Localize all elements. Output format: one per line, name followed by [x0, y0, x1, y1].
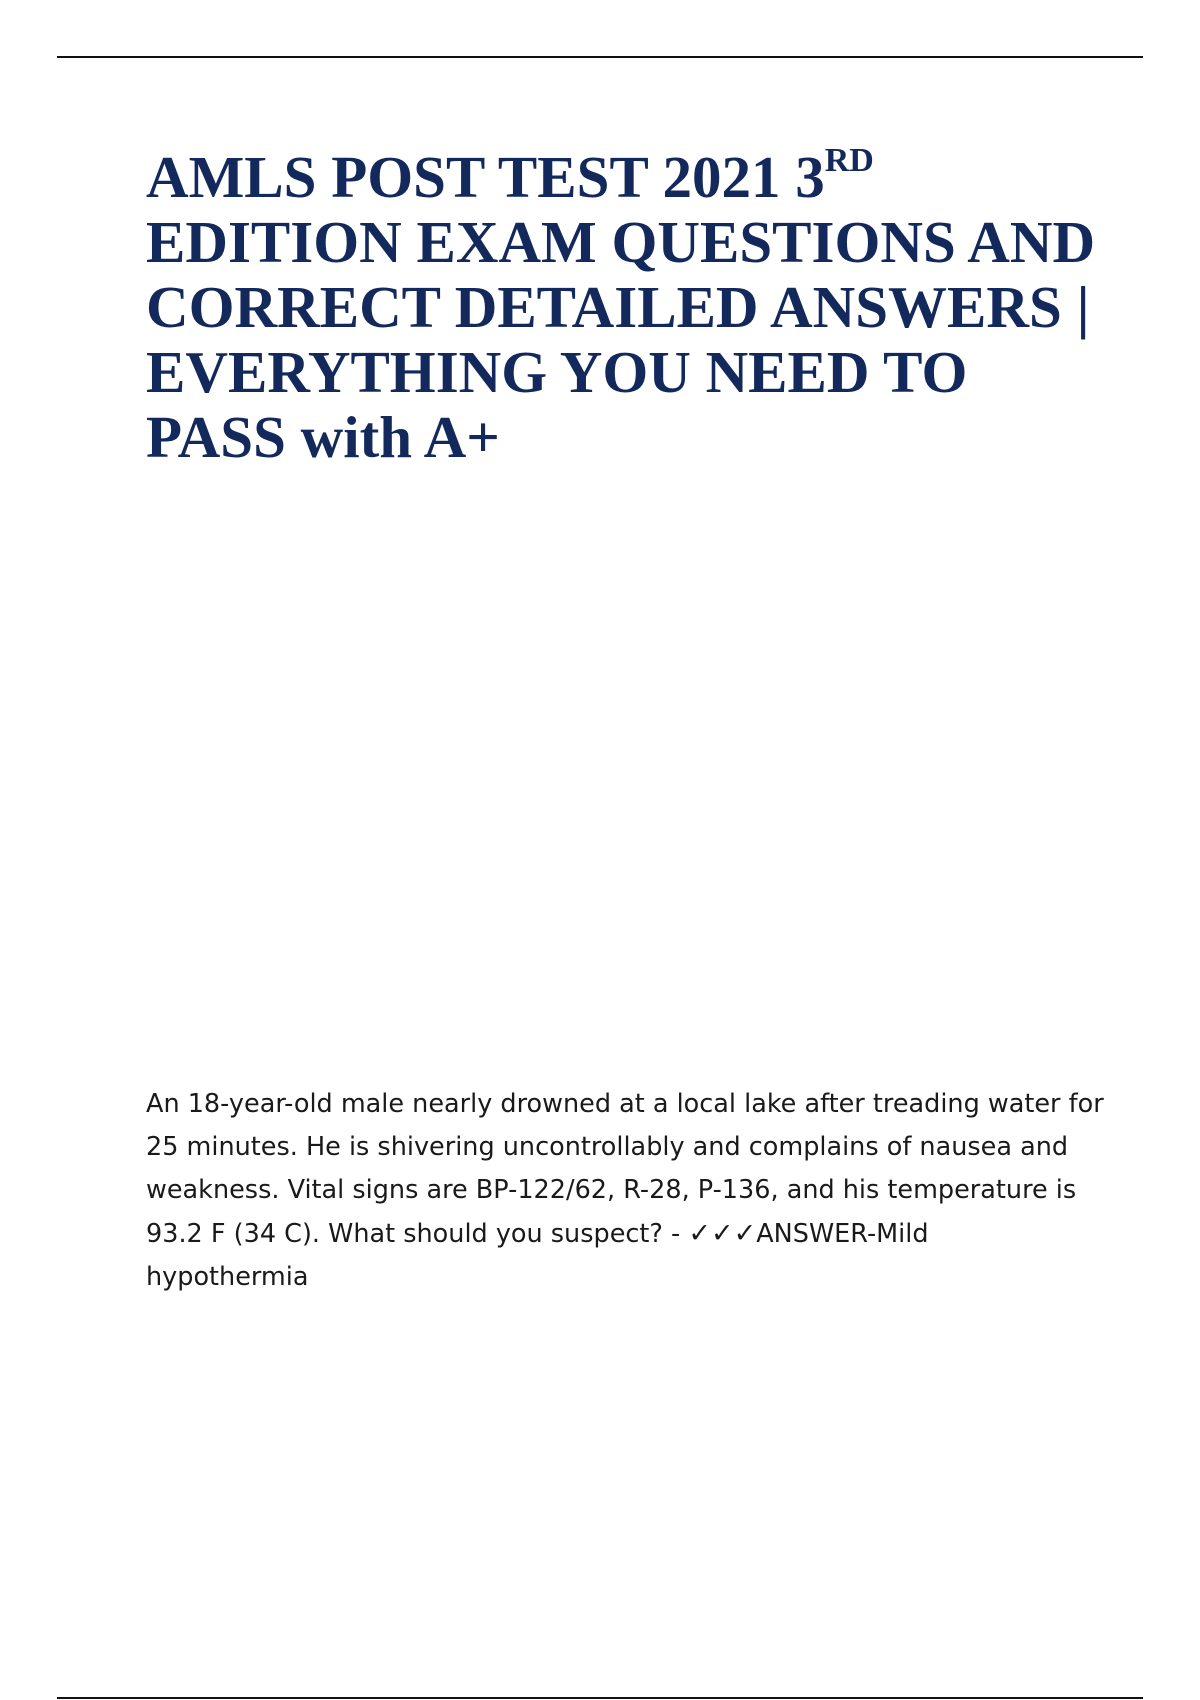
title-line-2: EDITION EXAM QUESTIONS AND [146, 209, 1096, 275]
question-paragraph [146, 1083, 1106, 1299]
question-line-3: weakness. Vital signs are BP-122/62, R-28, P-136, and his temperature is [146, 1175, 1077, 1205]
question-line-4 [146, 1212, 1106, 1256]
top-divider [57, 56, 1143, 58]
checkmark-icon: ✓✓✓ [688, 1218, 757, 1249]
question-line-4-text: 93.2 F (34 C). What should you suspect? - [146, 1219, 689, 1249]
document-title [146, 142, 1106, 470]
question-line-2: 25 minutes. He is shivering uncontrollably and complains of nausea and [146, 1132, 1069, 1162]
bottom-divider [57, 1697, 1143, 1699]
title-line-5: PASS with A+ [146, 404, 500, 470]
question-line-1: An 18-year-old male nearly drowned at a local lake after treading water for [146, 1089, 1104, 1119]
title-line-3: CORRECT DETAILED ANSWERS | [146, 274, 1090, 340]
title-superscript: RD [824, 142, 874, 179]
title-line-1: AMLS POST TEST 2021 3RD [146, 142, 874, 210]
title-line-4: EVERYTHING YOU NEED TO [146, 339, 968, 405]
answer-label: ANSWER-Mild [756, 1219, 929, 1249]
answer-text: hypothermia [146, 1262, 309, 1292]
